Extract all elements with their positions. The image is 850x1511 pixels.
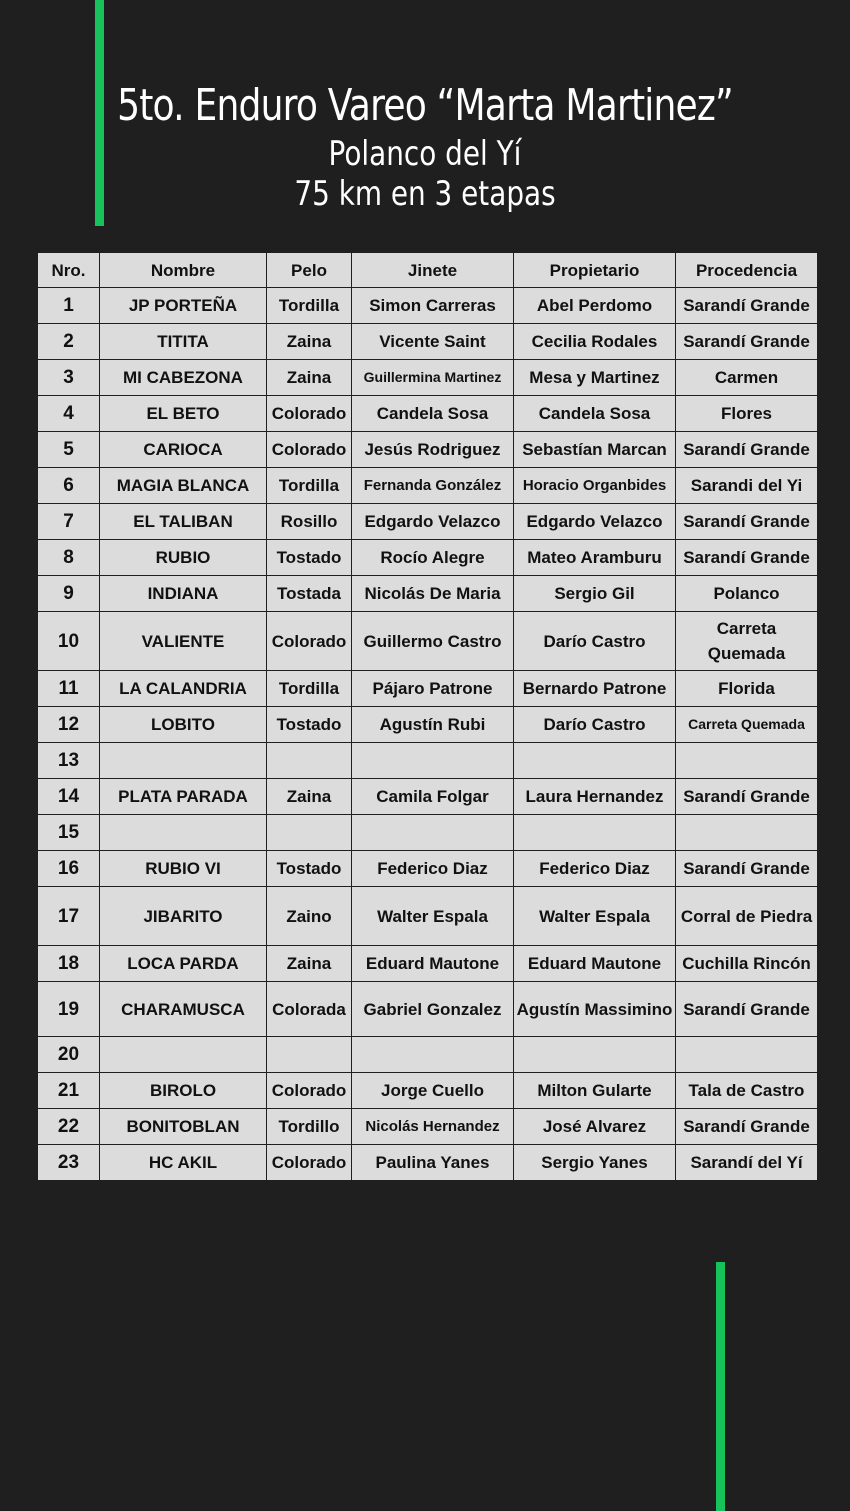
cell-jinete	[352, 815, 514, 851]
cell-pelo: Rosillo	[267, 504, 352, 540]
cell-propietario: Sergio Gil	[514, 576, 676, 612]
cell-pelo: Tordilla	[267, 671, 352, 707]
table-row	[38, 1037, 818, 1073]
cell-propietario: Abel Perdomo	[514, 288, 676, 324]
table-row	[38, 540, 818, 576]
cell-jinete: Walter Espala	[352, 887, 514, 946]
cell-pelo: Colorada	[267, 982, 352, 1037]
cell-pelo: Tordilla	[267, 288, 352, 324]
cell-propietario: Federico Diaz	[514, 851, 676, 887]
event-distance: 75 km en 3 etapas	[294, 174, 556, 214]
table-row	[38, 743, 818, 779]
cell-nro: 9	[38, 576, 100, 612]
table-row	[38, 576, 818, 612]
cell-nombre: HC AKIL	[100, 1145, 267, 1181]
cell-propietario: Edgardo Velazco	[514, 504, 676, 540]
column-header-nro: Nro.	[38, 253, 100, 288]
cell-pelo: Zaino	[267, 887, 352, 946]
cell-jinete: Federico Diaz	[352, 851, 514, 887]
cell-jinete: Eduard Mautone	[352, 946, 514, 982]
cell-pelo	[267, 815, 352, 851]
cell-nro: 16	[38, 851, 100, 887]
cell-nombre: RUBIO	[100, 540, 267, 576]
cell-nombre: EL BETO	[100, 396, 267, 432]
cell-nro: 15	[38, 815, 100, 851]
table-row	[38, 851, 818, 887]
table-row	[38, 671, 818, 707]
cell-procedencia: Sarandí Grande	[676, 1109, 818, 1145]
cell-jinete: Guillermo Castro	[352, 612, 514, 671]
cell-procedencia: Sarandí Grande	[676, 504, 818, 540]
cell-jinete: Simon Carreras	[352, 288, 514, 324]
cell-nro: 5	[38, 432, 100, 468]
cell-nombre: LA CALANDRIA	[100, 671, 267, 707]
cell-nro: 10	[38, 612, 100, 671]
cell-nro: 14	[38, 779, 100, 815]
table-row	[38, 432, 818, 468]
cell-nro: 12	[38, 707, 100, 743]
cell-propietario: Mateo Aramburu	[514, 540, 676, 576]
cell-jinete	[352, 743, 514, 779]
cell-nro: 21	[38, 1073, 100, 1109]
cell-nombre: RUBIO VI	[100, 851, 267, 887]
cell-nombre: MAGIA BLANCA	[100, 468, 267, 504]
cell-propietario	[514, 1037, 676, 1073]
cell-procedencia: Sarandí Grande	[676, 982, 818, 1037]
cell-propietario: Sergio Yanes	[514, 1145, 676, 1181]
cell-pelo: Zaina	[267, 946, 352, 982]
cell-jinete: Agustín Rubi	[352, 707, 514, 743]
cell-pelo: Colorado	[267, 1073, 352, 1109]
cell-nro: 8	[38, 540, 100, 576]
cell-pelo: Colorado	[267, 432, 352, 468]
cell-pelo: Colorado	[267, 396, 352, 432]
cell-pelo: Tostada	[267, 576, 352, 612]
table-row	[38, 1145, 818, 1181]
cell-nombre	[100, 1037, 267, 1073]
cell-propietario	[514, 815, 676, 851]
cell-nro: 6	[38, 468, 100, 504]
cell-nombre: BIROLO	[100, 1073, 267, 1109]
table-row	[38, 1073, 818, 1109]
cell-pelo	[267, 743, 352, 779]
cell-jinete: Vicente Saint	[352, 324, 514, 360]
cell-jinete: Fernanda González	[352, 468, 514, 504]
cell-jinete: Pájaro Patrone	[352, 671, 514, 707]
table-header-row	[38, 253, 818, 288]
cell-nro: 7	[38, 504, 100, 540]
cell-nombre: EL TALIBAN	[100, 504, 267, 540]
cell-nro: 3	[38, 360, 100, 396]
cell-procedencia: Florida	[676, 671, 818, 707]
cell-procedencia: Sarandí Grande	[676, 851, 818, 887]
cell-pelo: Tordilla	[267, 468, 352, 504]
cell-procedencia	[676, 815, 818, 851]
cell-procedencia: Sarandí Grande	[676, 288, 818, 324]
cell-propietario: Darío Castro	[514, 707, 676, 743]
cell-pelo: Zaina	[267, 779, 352, 815]
table-row	[38, 1109, 818, 1145]
table-row	[38, 504, 818, 540]
cell-propietario: Milton Gularte	[514, 1073, 676, 1109]
cell-pelo: Colorado	[267, 1145, 352, 1181]
cell-propietario: Walter Espala	[514, 887, 676, 946]
cell-nro: 23	[38, 1145, 100, 1181]
cell-jinete: Jorge Cuello	[352, 1073, 514, 1109]
cell-nro: 1	[38, 288, 100, 324]
cell-procedencia: Sarandí Grande	[676, 324, 818, 360]
table-row	[38, 946, 818, 982]
cell-propietario: José Alvarez	[514, 1109, 676, 1145]
cell-procedencia: Carmen	[676, 360, 818, 396]
event-title: 5to. Enduro Vareo “Marta Martinez”	[117, 80, 733, 131]
cell-pelo: Tordillo	[267, 1109, 352, 1145]
cell-procedencia	[676, 743, 818, 779]
cell-nro: 13	[38, 743, 100, 779]
cell-nro: 17	[38, 887, 100, 946]
table-row	[38, 779, 818, 815]
table-row	[38, 982, 818, 1037]
cell-nombre	[100, 815, 267, 851]
cell-jinete: Rocío Alegre	[352, 540, 514, 576]
cell-nro: 2	[38, 324, 100, 360]
cell-pelo: Tostado	[267, 851, 352, 887]
cell-nombre: PLATA PARADA	[100, 779, 267, 815]
cell-propietario: Candela Sosa	[514, 396, 676, 432]
table-row	[38, 396, 818, 432]
column-header-pelo: Pelo	[267, 253, 352, 288]
cell-nro: 19	[38, 982, 100, 1037]
cell-jinete: Paulina Yanes	[352, 1145, 514, 1181]
column-header-jinete: Jinete	[352, 253, 514, 288]
cell-procedencia	[676, 1037, 818, 1073]
cell-procedencia: Sarandí Grande	[676, 540, 818, 576]
table-row	[38, 360, 818, 396]
cell-nombre: CARIOCA	[100, 432, 267, 468]
cell-procedencia: Tala de Castro	[676, 1073, 818, 1109]
cell-procedencia: Flores	[676, 396, 818, 432]
cell-pelo: Colorado	[267, 612, 352, 671]
table-row	[38, 288, 818, 324]
cell-procedencia: Carreta Quemada	[676, 612, 818, 671]
cell-procedencia: Polanco	[676, 576, 818, 612]
cell-propietario: Eduard Mautone	[514, 946, 676, 982]
cell-jinete: Gabriel Gonzalez	[352, 982, 514, 1037]
cell-procedencia: Corral de Piedra	[676, 887, 818, 946]
cell-nombre: JIBARITO	[100, 887, 267, 946]
cell-nro: 20	[38, 1037, 100, 1073]
cell-propietario: Bernardo Patrone	[514, 671, 676, 707]
cell-jinete: Edgardo Velazco	[352, 504, 514, 540]
cell-jinete: Nicolás Hernandez	[352, 1109, 514, 1145]
cell-pelo: Zaina	[267, 360, 352, 396]
roster-table	[37, 252, 818, 1181]
cell-procedencia: Sarandí Grande	[676, 779, 818, 815]
cell-nombre	[100, 743, 267, 779]
cell-jinete: Nicolás De Maria	[352, 576, 514, 612]
cell-propietario	[514, 743, 676, 779]
cell-jinete: Guillermina Martinez	[352, 360, 514, 396]
cell-propietario: Mesa y Martinez	[514, 360, 676, 396]
table-row	[38, 612, 818, 671]
table-row	[38, 468, 818, 504]
cell-nro: 4	[38, 396, 100, 432]
table-row	[38, 324, 818, 360]
cell-nombre: MI CABEZONA	[100, 360, 267, 396]
cell-propietario: Agustín Massimino	[514, 982, 676, 1037]
cell-nombre: BONITOBLAN	[100, 1109, 267, 1145]
cell-jinete: Candela Sosa	[352, 396, 514, 432]
cell-nro: 22	[38, 1109, 100, 1145]
cell-propietario: Sebastían Marcan	[514, 432, 676, 468]
cell-procedencia: Sarandi del Yi	[676, 468, 818, 504]
cell-procedencia: Cuchilla Rincón	[676, 946, 818, 982]
cell-propietario: Horacio Organbides	[514, 468, 676, 504]
cell-procedencia: Sarandí Grande	[676, 432, 818, 468]
cell-pelo: Tostado	[267, 540, 352, 576]
event-location: Polanco del Yí	[328, 134, 522, 174]
cell-nombre: LOCA PARDA	[100, 946, 267, 982]
column-header-propietario: Propietario	[514, 253, 676, 288]
column-header-nombre: Nombre	[100, 253, 267, 288]
cell-jinete: Jesús Rodriguez	[352, 432, 514, 468]
table-row	[38, 887, 818, 946]
cell-propietario: Darío Castro	[514, 612, 676, 671]
cell-nombre: VALIENTE	[100, 612, 267, 671]
cell-nombre: CHARAMUSCA	[100, 982, 267, 1037]
table-row	[38, 707, 818, 743]
cell-nombre: LOBITO	[100, 707, 267, 743]
cell-pelo: Tostado	[267, 707, 352, 743]
table-row	[38, 815, 818, 851]
cell-nombre: JP PORTEÑA	[100, 288, 267, 324]
cell-propietario: Laura Hernandez	[514, 779, 676, 815]
cell-nro: 11	[38, 671, 100, 707]
cell-jinete	[352, 1037, 514, 1073]
cell-nombre: TITITA	[100, 324, 267, 360]
accent-bar-bottom	[716, 1262, 725, 1511]
cell-nro: 18	[38, 946, 100, 982]
cell-nombre: INDIANA	[100, 576, 267, 612]
cell-jinete: Camila Folgar	[352, 779, 514, 815]
column-header-procedencia: Procedencia	[676, 253, 818, 288]
cell-propietario: Cecilia Rodales	[514, 324, 676, 360]
cell-pelo: Zaina	[267, 324, 352, 360]
cell-procedencia: Sarandí del Yí	[676, 1145, 818, 1181]
cell-procedencia: Carreta Quemada	[676, 707, 818, 743]
cell-pelo	[267, 1037, 352, 1073]
